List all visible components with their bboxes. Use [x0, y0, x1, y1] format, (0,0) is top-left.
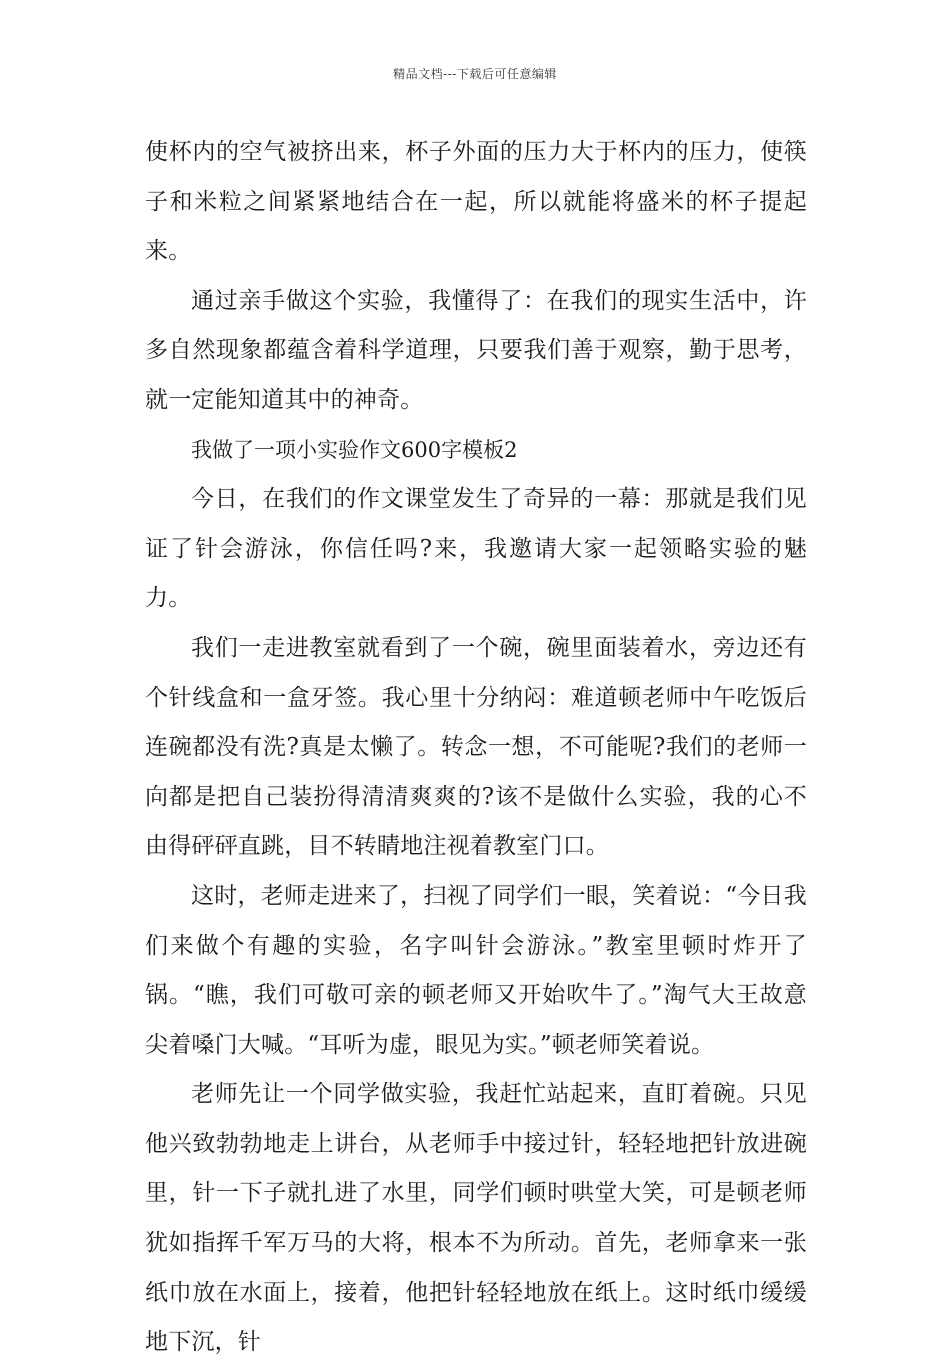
section-title: 我做了一项小实验作文600字模板2: [191, 437, 518, 462]
paragraph-experiment: 老师先让一个同学做实验，我赶忙站起来，直盯着碗。只见他兴致勃勃地走上讲台，从老师手中接过针，轻轻地把针放进碗里，针一下子就扎进了水里，同学们顿时哄堂大笑，可是顿老师犹如指挥千军万马的大将，根本不为所动。首先，老师拿来一张纸巾放在水面上，接着，他把针轻轻地放在纸上。这时纸巾缓缓地下沉，针: [145, 1081, 807, 1356]
paragraph-classroom: 我们一走进教室就看到了一个碗，碗里面装着水，旁边还有个针线盒和一盒牙签。我心里十分纳闷：难道顿老师中午吃饭后连碗都没有洗?真是太懒了。转念一想，不可能呢?我们的老师一向都是把自己装扮得清清爽爽的?该不是做什么实验，我的心不由得砰砰直跳，目不转睛地注视着教室门口。: [145, 634, 807, 860]
paragraph-conclusion: 通过亲手做这个实验，我懂得了：在我们的现实生活中，许多自然现象都蕴含着科学道理，只要我们善于观察，勤于思考，就一定能知道其中的神奇。: [145, 287, 807, 413]
paragraph-continuation: 使杯内的空气被挤出来，杯子外面的压力大于杯内的压力，使筷子和米粒之间紧紧地结合在一起，所以就能将盛米的杯子提起来。: [145, 139, 807, 265]
page-header: 精品文档---下载后可任意编辑: [393, 67, 557, 81]
paragraph-intro: 今日，在我们的作文课堂发生了奇异的一幕：那就是我们见证了针会游泳，你信任吗?来，我邀请大家一起领略实验的魅力。: [145, 486, 807, 612]
document-body: [145, 128, 807, 1368]
paragraph-teacher-arrives: 这时，老师走进来了，扫视了同学们一眼，笑着说：“今日我们来做个有趣的实验，名字叫针会游泳。”教室里顿时炸开了锅。“瞧，我们可敬可亲的顿老师又开始吹牛了。”淘气大王故意尖着嗓门大喊。“耳听为虚，眼见为实。”顿老师笑着说。: [145, 882, 807, 1058]
